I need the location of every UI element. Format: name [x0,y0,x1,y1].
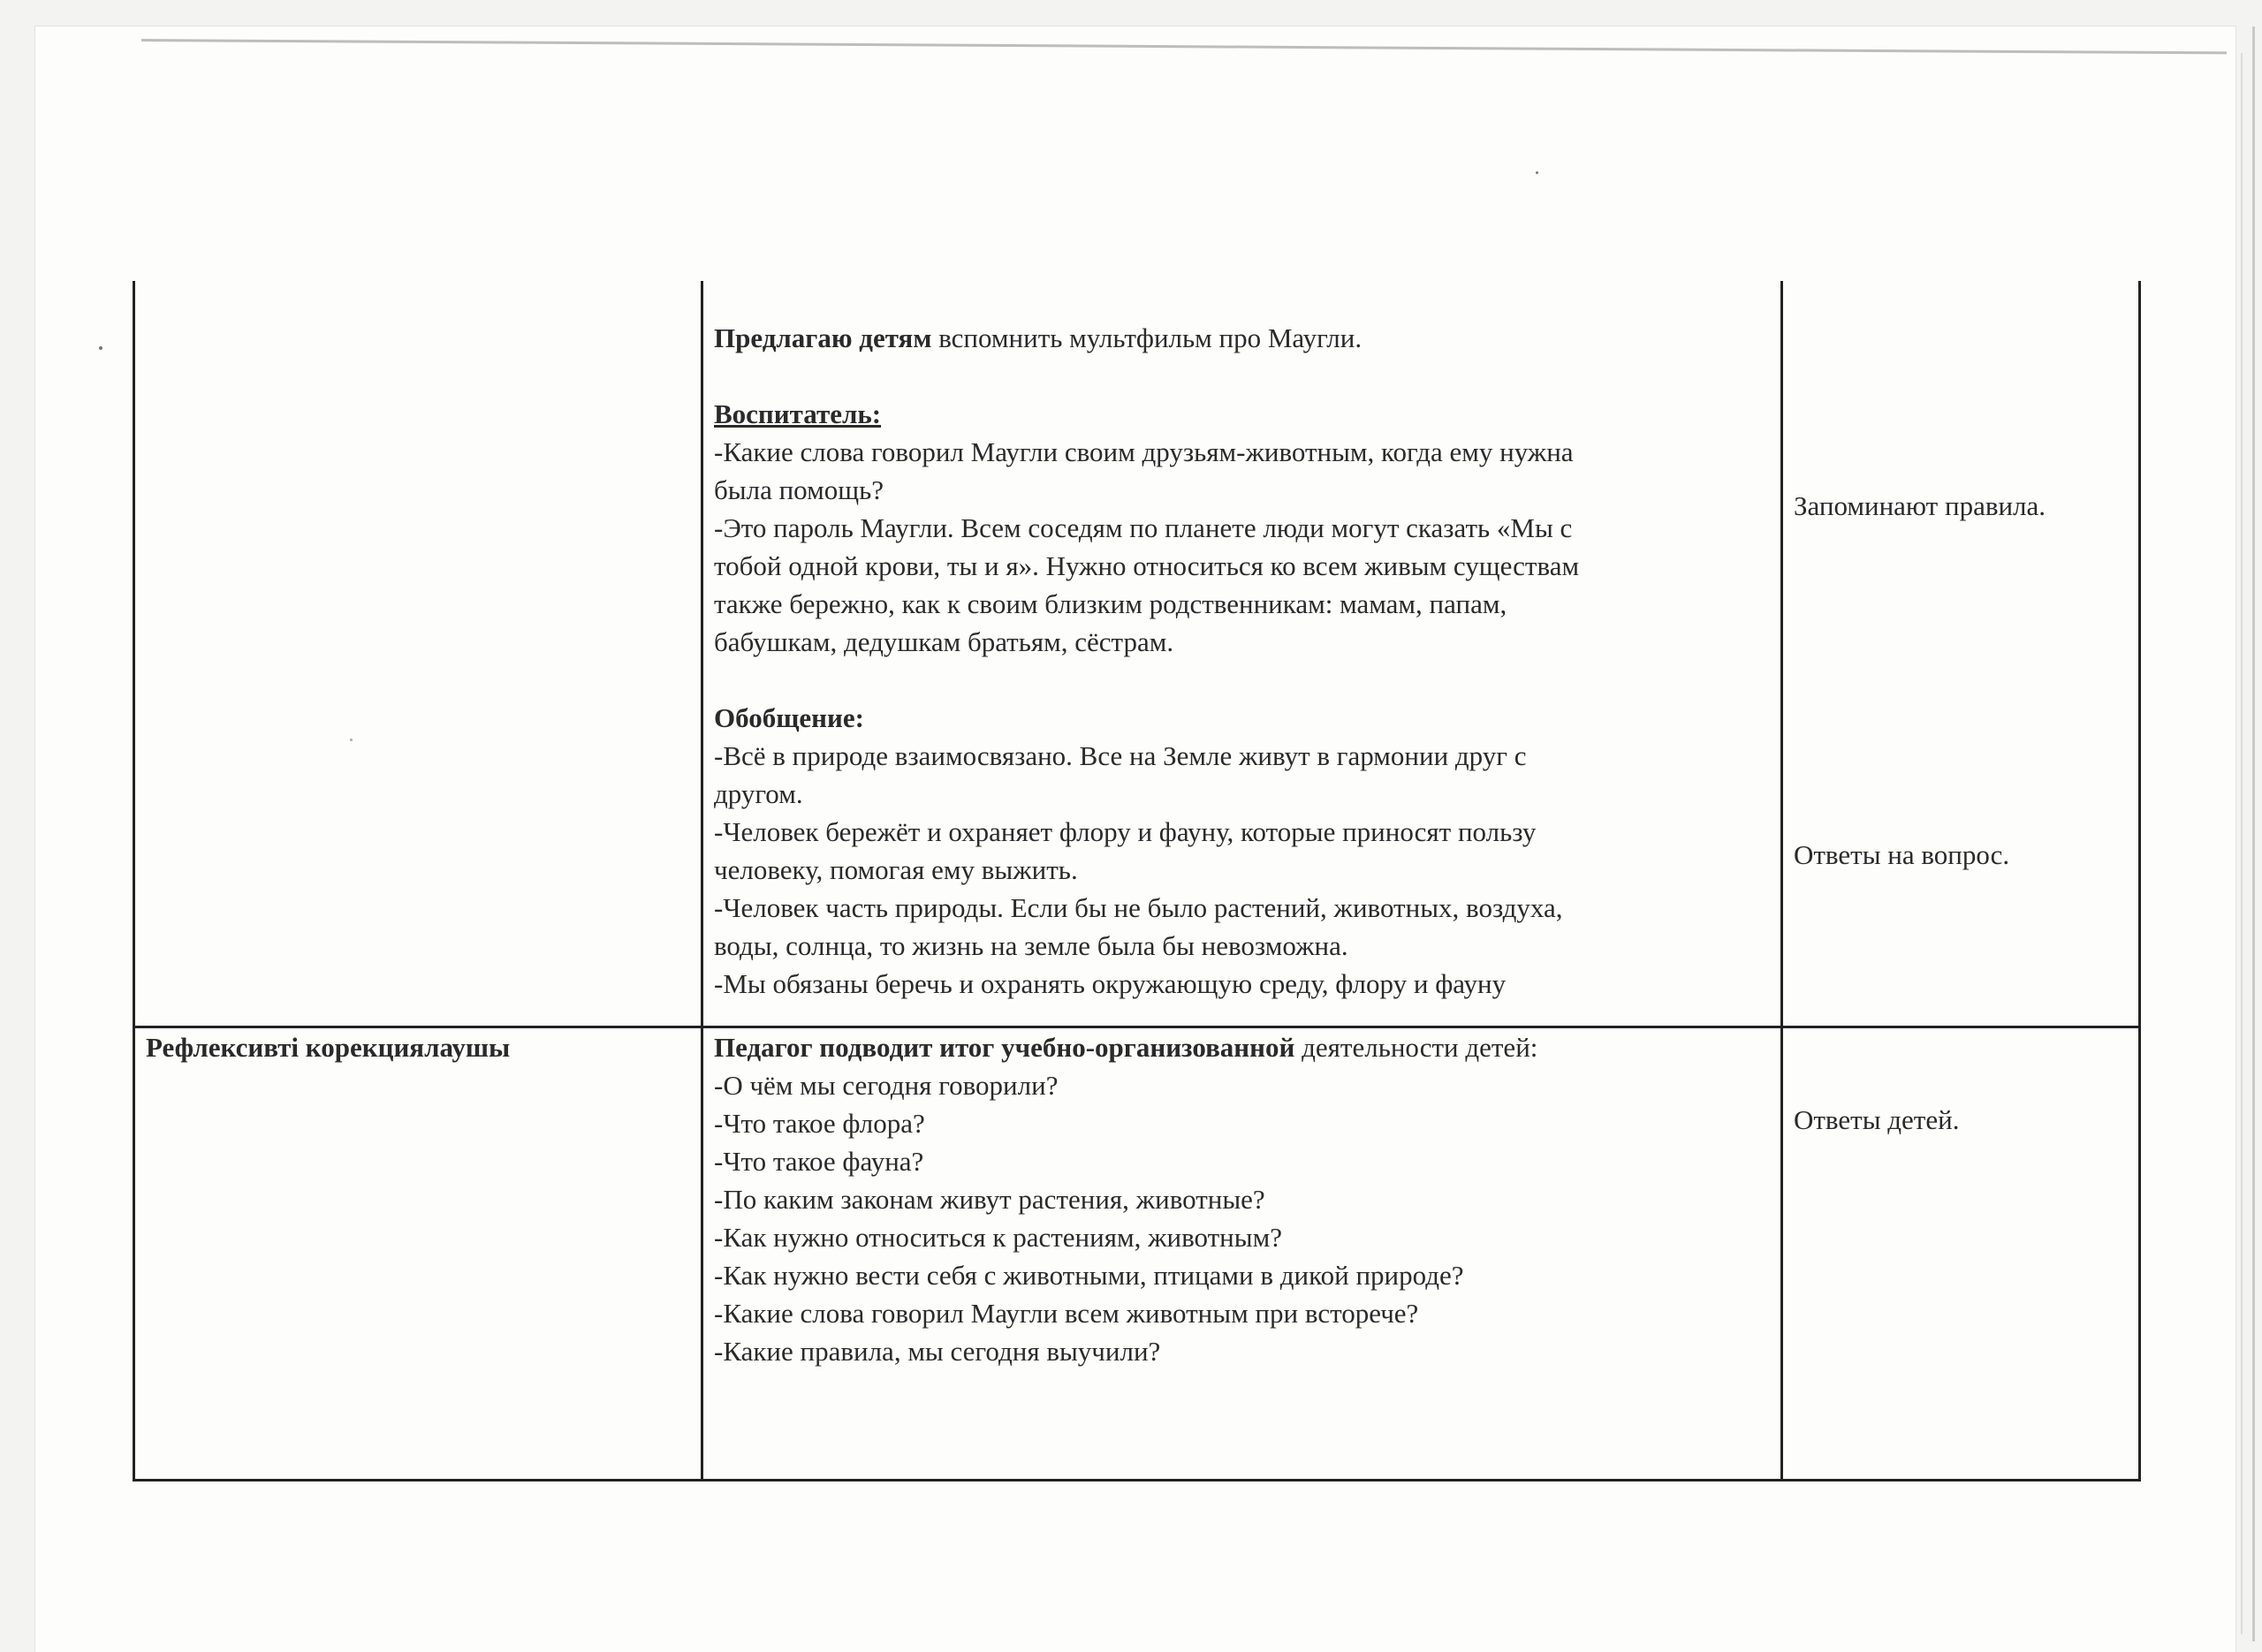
question-line: -О чём мы сегодня говорили? [714,1070,1059,1101]
question-line: -Что такое фауна? [714,1146,924,1177]
question-line: -По каким законам живут растения, животные? [714,1184,1265,1215]
stage-cell [134,1027,702,1481]
stage-label: Рефлексивті корекциялаушы [146,1032,511,1063]
scan-speck [1536,171,1538,174]
reflexive-intro-bold: Педагог подводит итог учебно-организованной [714,1032,1295,1063]
teacher-line: была помощь? [714,474,884,505]
summary-line: человеку, помогая ему выжить. [714,854,1078,885]
teacher-line: -Это пароль Маугли. Всем соседям по планете люди могут сказать «Мы с [714,512,1573,543]
summary-line: -Человек часть природы. Если бы не было растений, животных, воздуха, [714,892,1563,923]
intro-paragraph [714,319,1770,357]
lesson-plan-table [133,281,2141,1481]
page-edge [2241,53,2243,1634]
summary-line: -Мы обязаны беречь и охранять окружающую среду, флору и фауну [714,968,1507,999]
teacher-line: тобой одной крови, ты и я». Нужно относиться ко всем живым существам [714,550,1580,581]
children-response: Ответы детей. [1794,1104,1960,1135]
question-line: -Что такое флора? [714,1108,925,1139]
children-activity-cell [1782,281,2140,1027]
intro-bold: Предлагаю детям [714,322,932,353]
reflexive-intro-text: деятельности детей: [1294,1032,1538,1063]
table-row [134,1027,2140,1481]
children-response: Ответы на вопрос. [1794,839,2010,870]
scan-speck [99,346,102,350]
question-line: -Как нужно вести себя с животными, птицами в дикой природе? [714,1260,1464,1291]
teacher-heading: Воспитатель: [714,398,882,429]
summary-heading: Обобщение: [714,702,864,733]
children-activity-cell [1782,1027,2140,1481]
page-edge [2252,27,2255,1641]
question-line: -Как нужно относиться к растениям, животным? [714,1222,1282,1253]
summary-line: -Всё в природе взаимосвязано. Все на Земле живут в гармонии друг с [714,740,1527,771]
question-line: -Какие правила, мы сегодня выучили? [714,1336,1161,1367]
teacher-line: -Какие слова говорил Маугли своим друзьям-животным, когда ему нужна [714,436,1574,467]
teacher-activity-cell [702,1027,1782,1481]
question-line: -Какие слова говорил Маугли всем животным при всторече? [714,1298,1419,1329]
intro-text: вспомнить мультфильм про Маугли. [931,322,1363,353]
table-row [134,281,2140,1027]
teacher-line: также бережно, как к своим близким родственникам: мамам, папам, [714,588,1507,619]
summary-line: воды, солнца, то жизнь на земле была бы невозможна. [714,930,1348,961]
teacher-line: бабушкам, дедушкам братьям, сёстрам. [714,626,1174,657]
summary-line: другом. [714,778,803,809]
stage-cell-empty [134,281,702,1027]
teacher-activity-cell [702,281,1782,1027]
summary-line: -Человек бережёт и охраняет флору и фауну, которые приносят пользу [714,816,1537,847]
children-response: Запоминают правила. [1794,490,2046,521]
reflexive-intro [714,1028,1770,1066]
